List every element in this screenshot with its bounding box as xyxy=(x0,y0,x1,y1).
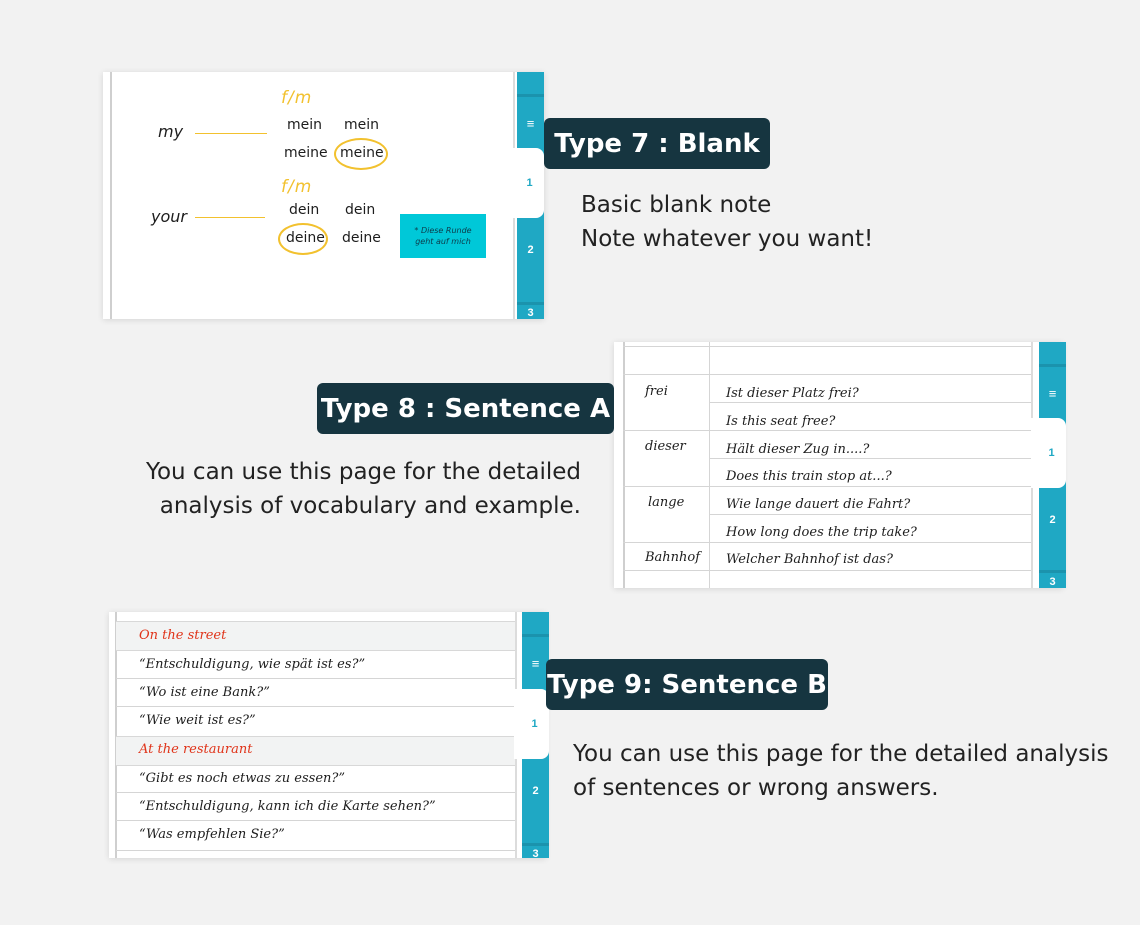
sentence-a-preview xyxy=(614,342,1063,588)
tab-separator xyxy=(517,302,544,305)
tab-1[interactable]: 1 xyxy=(509,148,544,218)
tab-3[interactable]: 3 xyxy=(527,307,534,319)
sentence-line: “Entschuldigung, wie spät ist es?” xyxy=(139,657,366,672)
row-line xyxy=(116,850,515,851)
example-sentence: How long does the trip take? xyxy=(726,525,917,540)
word-cell: dein xyxy=(289,202,320,218)
word-cell: meine xyxy=(340,145,384,161)
column-divider xyxy=(709,342,710,588)
row-line xyxy=(623,570,1031,571)
word-cell: mein xyxy=(344,117,380,133)
tab-separator xyxy=(522,843,549,846)
example-sentence: Does this train stop at...? xyxy=(726,469,892,484)
gender-mark-1: f/m xyxy=(281,88,313,108)
section-title: On the street xyxy=(139,628,227,643)
vocab-word: frei xyxy=(645,384,668,399)
row-line xyxy=(116,820,515,821)
type8-label: Type 8 : Sentence A xyxy=(317,383,614,434)
tab-2[interactable]: 2 xyxy=(527,244,534,256)
type9-description xyxy=(573,737,1108,805)
sticky-line: * Diese Runde xyxy=(414,226,472,235)
description-line: of sentences or wrong answers. xyxy=(573,775,939,801)
blank-note-preview xyxy=(103,72,544,319)
example-sentence: Is this seat free? xyxy=(726,414,836,429)
highlight-circle xyxy=(278,223,328,255)
example-sentence: Wie lange dauert die Fahrt? xyxy=(726,497,911,512)
tab-2[interactable]: 2 xyxy=(532,785,539,797)
sentence-line: “Wo ist eine Bank?” xyxy=(139,685,270,700)
tab-1[interactable]: 1 xyxy=(1031,418,1066,488)
sentence-line: “Was empfehlen Sie?” xyxy=(139,827,285,842)
example-sentence: Hält dieser Zug in....? xyxy=(726,442,870,457)
word-cell: deine xyxy=(342,230,381,246)
left-margin-line xyxy=(110,72,112,319)
sentence-b-preview xyxy=(109,612,546,858)
tab-3[interactable]: 3 xyxy=(532,848,539,860)
sentence-line: “Entschuldigung, kann ich die Karte sehen?” xyxy=(139,799,436,814)
type7-description xyxy=(581,188,873,256)
sticky-line: geht auf mich xyxy=(415,237,471,246)
row-line xyxy=(116,678,515,679)
type7-label: Type 7 : Blank xyxy=(544,118,770,169)
row-line xyxy=(116,706,515,707)
tab-3[interactable]: 3 xyxy=(1049,576,1056,588)
tab-top[interactable] xyxy=(1039,342,1066,367)
row-line xyxy=(710,458,1031,459)
row-line xyxy=(710,514,1031,515)
vocab-word: lange xyxy=(648,495,685,510)
row-line xyxy=(623,486,1031,487)
hamburger-icon[interactable]: ≡ xyxy=(1048,386,1057,401)
highlight-circle xyxy=(334,138,388,170)
sentence-line: “Gibt es noch etwas zu essen?” xyxy=(139,771,346,786)
sentence-line: “Wie weit ist es?” xyxy=(139,713,256,728)
word-cell: mein xyxy=(287,117,323,133)
underline-my xyxy=(195,133,267,134)
gender-mark-2: f/m xyxy=(281,177,313,197)
tab-2[interactable]: 2 xyxy=(1049,514,1056,526)
side-tabs xyxy=(522,612,549,858)
row-line xyxy=(710,402,1031,403)
english-word-my: my xyxy=(158,122,184,141)
type8-description xyxy=(140,455,581,523)
description-line: Basic blank note xyxy=(581,192,772,218)
description-line: You can use this page for the detailed analysis xyxy=(573,741,1109,767)
row-line xyxy=(623,430,1031,431)
vocab-word: Bahnhof xyxy=(645,550,701,565)
side-tabs xyxy=(1039,342,1066,588)
example-sentence: Welcher Bahnhof ist das? xyxy=(726,552,893,567)
side-tabs xyxy=(517,72,544,319)
word-cell: deine xyxy=(286,230,325,246)
underline-your xyxy=(195,217,265,218)
type9-label: Type 9: Sentence B xyxy=(546,659,828,710)
description-line: You can use this page for the detailed xyxy=(145,459,581,485)
example-sentence: Ist dieser Platz frei? xyxy=(726,386,859,401)
word-cell: dein xyxy=(345,202,376,218)
row-line xyxy=(623,346,1031,347)
sticky-note[interactable] xyxy=(400,214,486,258)
hamburger-icon[interactable]: ≡ xyxy=(531,656,540,671)
english-word-your: your xyxy=(151,207,187,226)
section-title: At the restaurant xyxy=(139,742,253,757)
row-line xyxy=(116,792,515,793)
vocab-word: dieser xyxy=(645,439,686,454)
row-line xyxy=(623,374,1031,375)
tab-separator xyxy=(1039,570,1066,573)
tab-top[interactable] xyxy=(517,72,544,97)
description-line: Note whatever you want! xyxy=(581,226,874,252)
word-cell: meine xyxy=(284,145,328,161)
row-line xyxy=(623,542,1031,543)
tab-1[interactable]: 1 xyxy=(514,689,549,759)
left-margin-line xyxy=(623,342,625,588)
hamburger-icon[interactable]: ≡ xyxy=(526,116,535,131)
description-line: analysis of vocabulary and example. xyxy=(159,493,581,519)
tab-top[interactable] xyxy=(522,612,549,637)
